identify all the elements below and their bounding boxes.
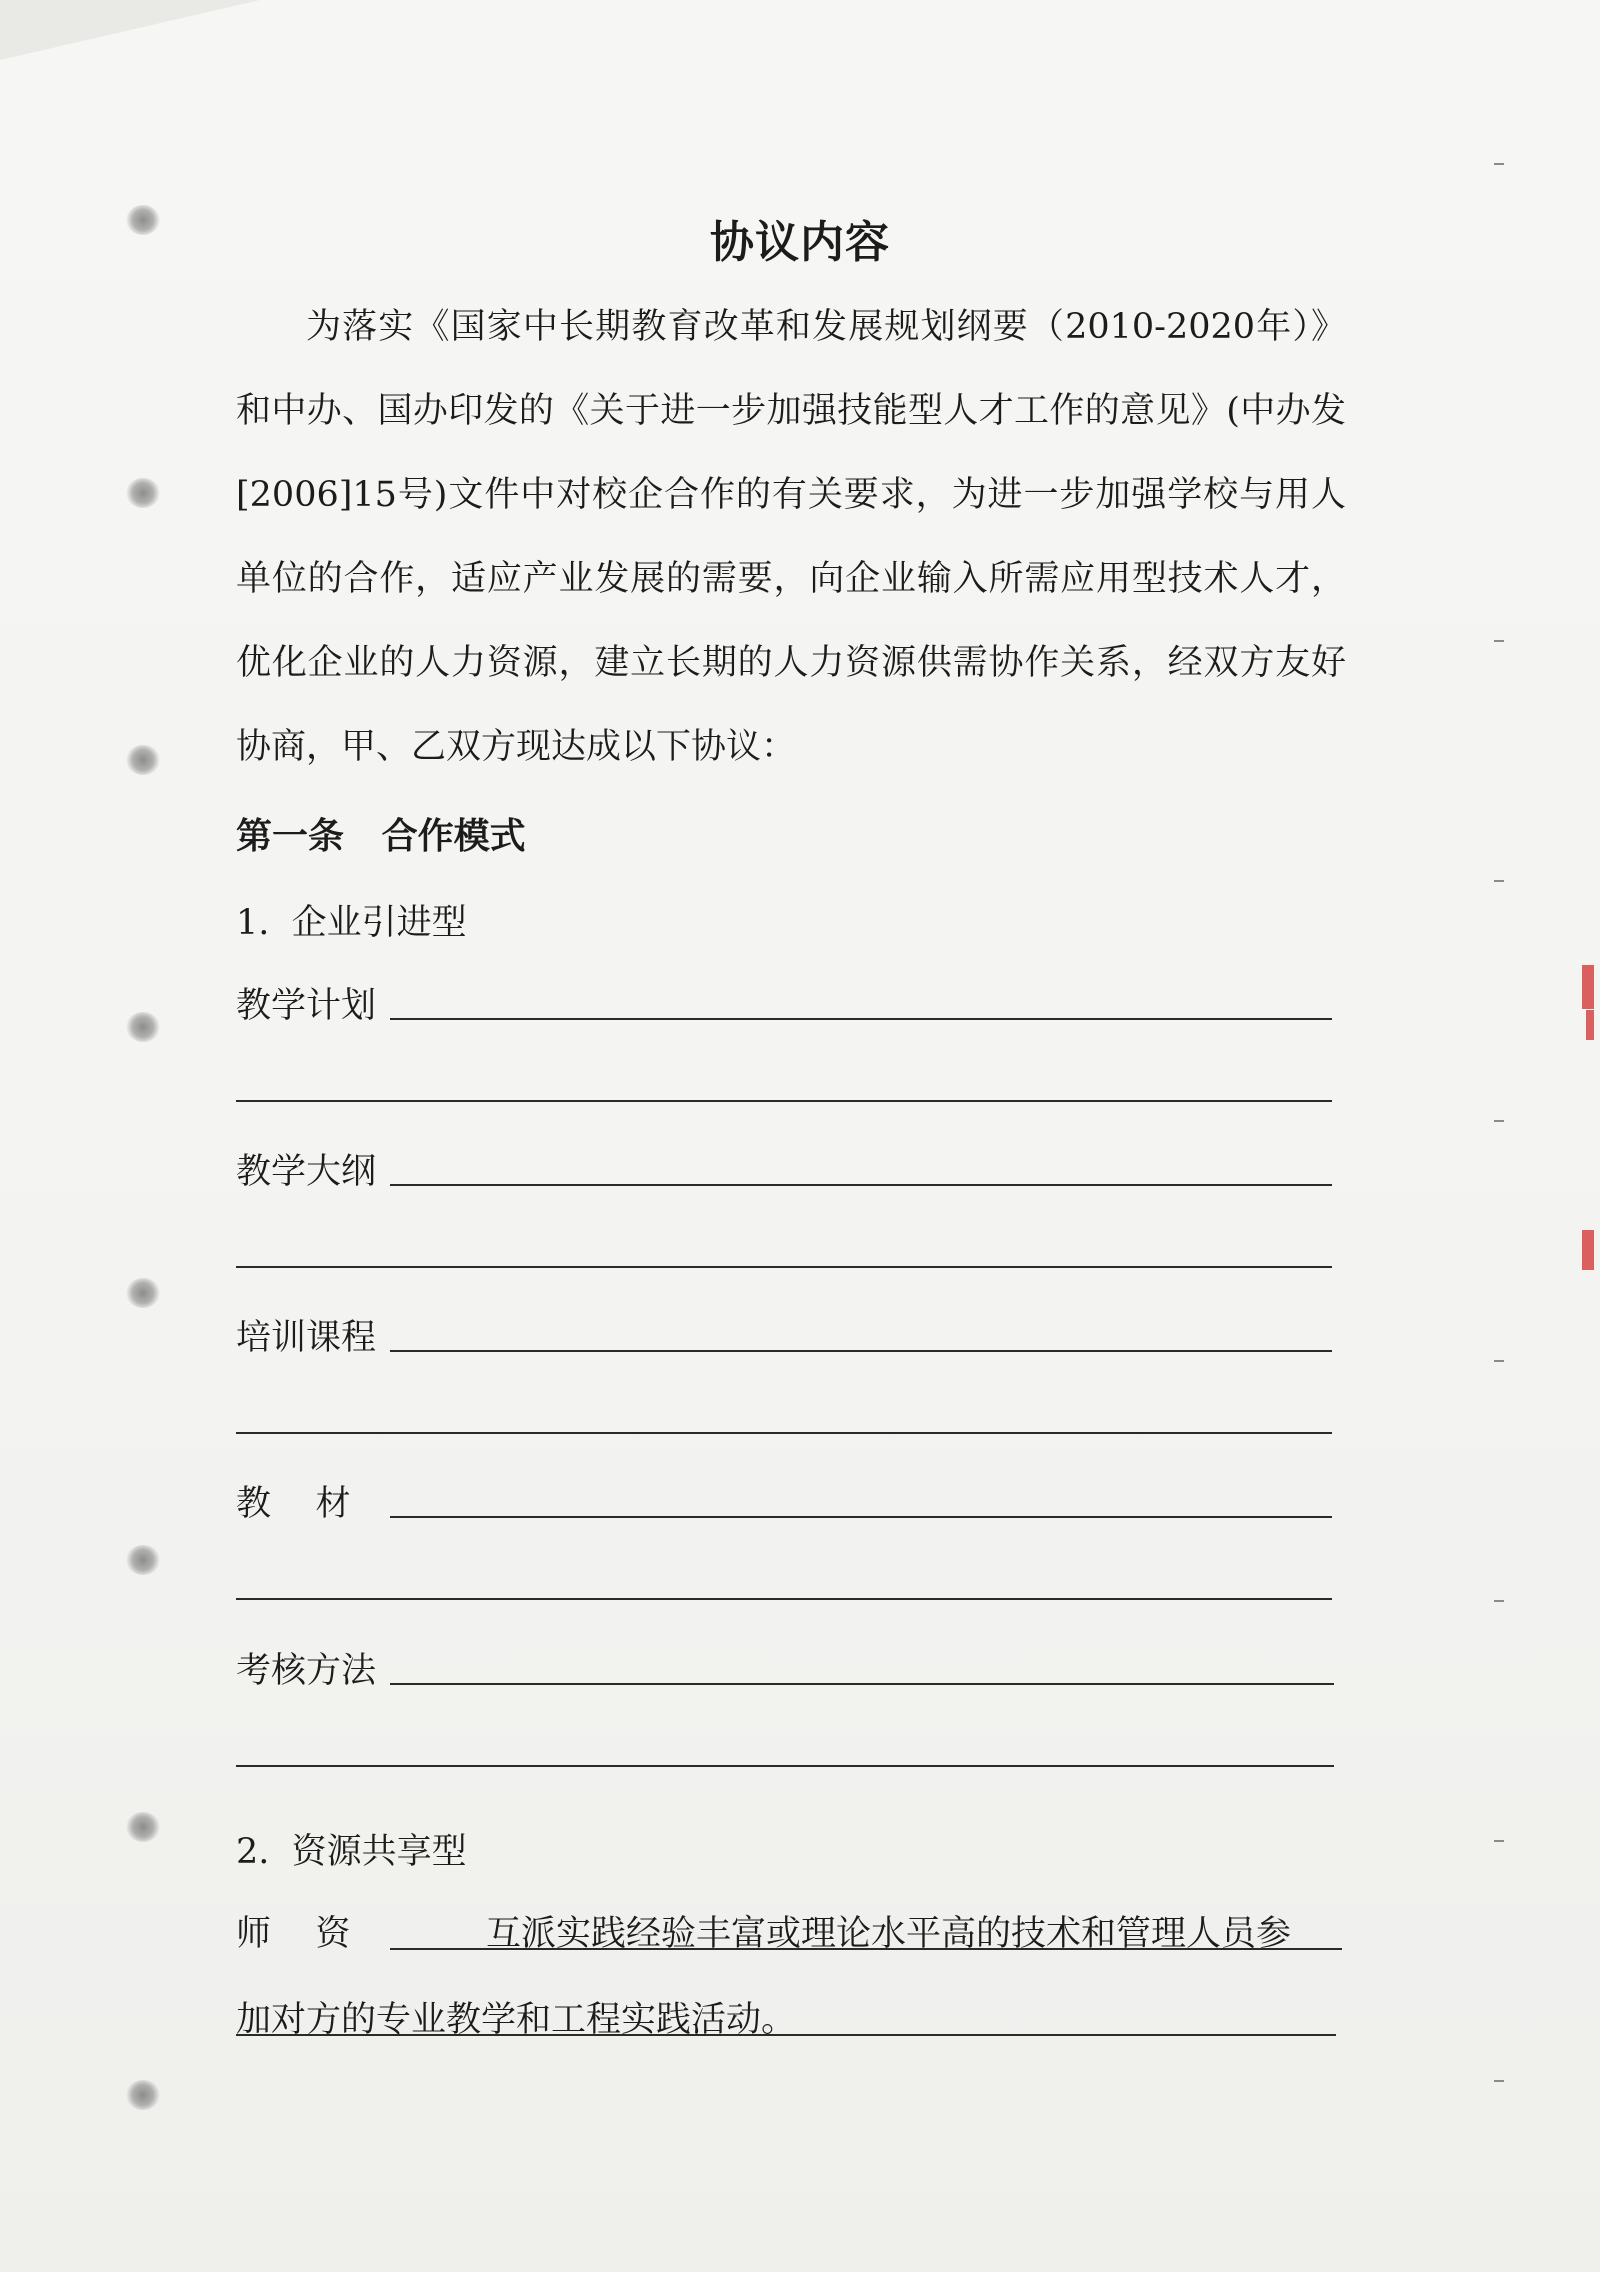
- punch-hole: [126, 1278, 160, 1308]
- field-label-syllabus: 教学大纲: [236, 1152, 377, 1192]
- filled-line[interactable]: [236, 2034, 1336, 2036]
- field-label-assessment: 考核方法: [236, 1651, 377, 1691]
- punch-hole: [126, 1545, 160, 1575]
- field-label-teachers: 师 资: [236, 1914, 351, 1954]
- punch-hole: [126, 2080, 160, 2110]
- blank-line[interactable]: [390, 1683, 1334, 1685]
- punch-hole: [126, 745, 160, 775]
- margin-tick: [1494, 640, 1504, 642]
- blank-line[interactable]: [390, 1350, 1332, 1352]
- margin-tick: [1494, 2080, 1504, 2082]
- blank-line[interactable]: [236, 1432, 1332, 1434]
- section-1-heading: 1. 企业引进型: [236, 903, 467, 943]
- blank-line[interactable]: [236, 1266, 1332, 1268]
- blank-line[interactable]: [390, 1516, 1332, 1518]
- teacher-field-value-line-1: 互派实践经验丰富或理论水平高的技术和管理人员参: [486, 1914, 1292, 1954]
- margin-tick: [1494, 163, 1504, 165]
- blank-line[interactable]: [236, 1100, 1332, 1102]
- article-1-heading: 第一条 合作模式: [236, 815, 526, 857]
- teacher-field-value-line-2: 加对方的专业教学和工程实践活动。: [236, 2000, 797, 2040]
- field-label-training-course: 培训课程: [236, 1318, 377, 1358]
- punch-hole: [126, 478, 160, 508]
- document-title: 协议内容: [710, 217, 890, 268]
- seal-edge-mark: [1582, 965, 1594, 1009]
- blank-line[interactable]: [390, 1018, 1332, 1020]
- margin-tick: [1494, 1840, 1504, 1842]
- blank-line[interactable]: [236, 1765, 1334, 1767]
- margin-tick: [1494, 1600, 1504, 1602]
- seal-edge-mark: [1582, 1230, 1594, 1270]
- field-label-textbook: 教 材: [236, 1484, 351, 1524]
- margin-tick: [1494, 1360, 1504, 1362]
- punch-hole: [126, 1812, 160, 1842]
- punch-hole: [126, 1012, 160, 1042]
- seal-edge-mark: [1586, 1010, 1594, 1040]
- section-2-heading: 2. 资源共享型: [236, 1832, 467, 1872]
- intro-paragraph: 为落实《国家中长期教育改革和发展规划纲要（2010-2020年）》和中办、国办印发的《关于进一步加强技能型人才工作的意见》(中办发[2006]15号)文件中对校企合作的有关要求，为进一步加强学校与用人单位的合作，适应产业发展的需要，向企业输入所需应用型技术人才，优化企业的人力资源，建立长期的人力资源供需协作关系，经双方友好协商，甲、乙双方现达成以下协议：: [236, 307, 1346, 767]
- page-corner-fold: [0, 0, 260, 60]
- margin-tick: [1494, 1120, 1504, 1122]
- field-label-teaching-plan: 教学计划: [236, 986, 377, 1026]
- blank-line[interactable]: [390, 1184, 1332, 1186]
- blank-line[interactable]: [236, 1598, 1332, 1600]
- margin-tick: [1494, 880, 1504, 882]
- filled-line[interactable]: [390, 1948, 1342, 1950]
